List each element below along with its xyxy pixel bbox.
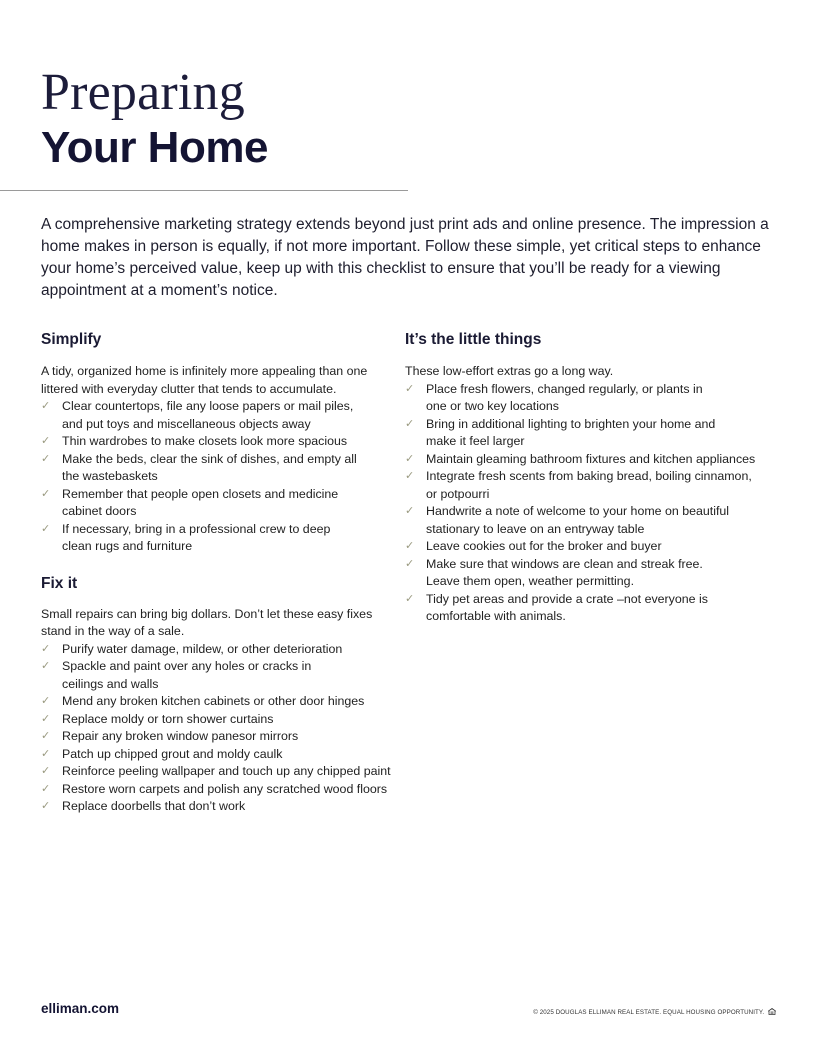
page-title-line2: Your Home xyxy=(41,123,268,172)
list-item: ✓ If necessary, bring in a professional crew to deep clean rugs and furniture xyxy=(41,521,331,553)
checkmark-icon: ✓ xyxy=(405,505,415,517)
footer-site-link[interactable]: elliman.com xyxy=(41,1001,120,1016)
equal-housing-icon xyxy=(768,1008,776,1017)
checkmark-icon: ✓ xyxy=(41,800,51,812)
list-item: ✓ Maintain gleaming bathroom fixtures and kitchen appliances xyxy=(405,451,785,469)
page-title-line1: Preparing xyxy=(41,64,245,121)
checkmark-icon: ✓ xyxy=(405,417,415,430)
checkmark-icon: ✓ xyxy=(41,712,51,725)
list-item: ✓ Thin wardrobes to make closets look more spacious xyxy=(41,433,391,451)
checklist-little-things xyxy=(405,381,785,626)
list-item: ✓ Clear countertops, file any loose papers or mail piles, and put toys and miscellaneous objects away xyxy=(41,399,354,431)
checkmark-icon: ✓ xyxy=(405,592,415,605)
list-item: ✓ Tidy pet areas and provide a crate –not everyone is comfortable with animals. xyxy=(405,591,708,623)
checkmark-icon: ✓ xyxy=(41,782,51,795)
checkmark-icon: ✓ xyxy=(41,747,51,760)
section-heading-simplify: Simplify xyxy=(41,331,102,348)
checklist-simplify xyxy=(41,398,391,556)
checkmark-icon: ✓ xyxy=(41,400,51,412)
list-item: ✓ Bring in additional lighting to brighten your home and make it feel larger xyxy=(405,416,716,448)
list-item: ✓ Integrate fresh scents from baking bread, boiling cinnamon, or potpourri xyxy=(405,469,752,501)
list-item: ✓ Remember that people open closets and medicine cabinet doors xyxy=(41,486,339,518)
section-intro-fix-it: Small repairs can bring big dollars. Don’t let these easy fixes stand in the way of a sale. xyxy=(41,606,373,638)
checkmark-icon: ✓ xyxy=(405,540,415,552)
list-item: ✓ Place fresh flowers, changed regularly, or plants in one or two key locations xyxy=(405,381,703,413)
section-heading-little-things: It’s the little things xyxy=(405,331,542,348)
footer-legal-text: © 2025 DOUGLAS ELLIMAN REAL ESTATE. EQUAL HOUSING OPPORTUNITY. xyxy=(533,1009,765,1016)
intro-paragraph: A comprehensive marketing strategy extends beyond just print ads and online presence. The impression a home makes in person is equally, if not more important. Follow these simple, yet critical steps to enhance your home’s perceived value, keep up with this checklist to ensure that you’ll be ready for a viewing appointment at a moment’s notice. xyxy=(41,216,769,299)
section-heading-fix-it: Fix it xyxy=(41,574,78,592)
checkmark-icon: ✓ xyxy=(41,522,51,535)
title-divider xyxy=(0,190,408,191)
checkmark-icon: ✓ xyxy=(41,765,51,777)
checkmark-icon: ✓ xyxy=(41,452,51,465)
list-item: ✓ Restore worn carpets and polish any scratched wood floors xyxy=(41,781,391,799)
checkmark-icon: ✓ xyxy=(405,382,415,395)
list-item: ✓ Leave cookies out for the broker and buyer xyxy=(405,538,785,556)
checkmark-icon: ✓ xyxy=(405,557,415,570)
checkmark-icon: ✓ xyxy=(41,660,51,672)
checklist-fix-it xyxy=(41,641,391,816)
list-item: ✓ Reinforce peeling wallpaper and touch up any chipped paint xyxy=(41,763,411,781)
footer-legal xyxy=(533,1008,776,1017)
list-item: ✓ Purify water damage, mildew, or other deterioration xyxy=(41,641,391,659)
left-column xyxy=(41,330,391,816)
list-item: ✓ Spackle and paint over any holes or cracks in ceilings and walls xyxy=(41,659,312,691)
checkmark-icon: ✓ xyxy=(41,730,51,742)
list-item: ✓ Replace doorbells that don’t work xyxy=(41,798,391,816)
list-item: ✓ Replace moldy or torn shower curtains xyxy=(41,711,391,729)
list-item: ✓ Make the beds, clear the sink of dishes, and empty all the wastebaskets xyxy=(41,451,357,483)
list-item: ✓ Make sure that windows are clean and streak free. Leave them open, weather permitting. xyxy=(405,556,703,588)
list-item: ✓ Repair any broken window panesor mirrors xyxy=(41,728,391,746)
right-column xyxy=(405,330,785,626)
list-item: ✓ Handwrite a note of welcome to your home on beautiful stationary to leave on an entryway table xyxy=(405,504,730,536)
checkmark-icon: ✓ xyxy=(41,695,51,707)
section-intro-simplify: A tidy, organized home is infinitely more appealing than one littered with everyday clutter that tends to accumulate. xyxy=(41,364,368,396)
checkmark-icon: ✓ xyxy=(405,470,415,482)
list-item: ✓ Patch up chipped grout and moldy caulk xyxy=(41,746,391,764)
section-intro-little-things: These low-effort extras go a long way. xyxy=(405,364,614,378)
checkmark-icon: ✓ xyxy=(41,487,51,500)
checkmark-icon: ✓ xyxy=(41,642,51,655)
checkmark-icon: ✓ xyxy=(405,452,415,465)
list-item: ✓ Mend any broken kitchen cabinets or other door hinges xyxy=(41,693,391,711)
checkmark-icon: ✓ xyxy=(41,435,51,447)
